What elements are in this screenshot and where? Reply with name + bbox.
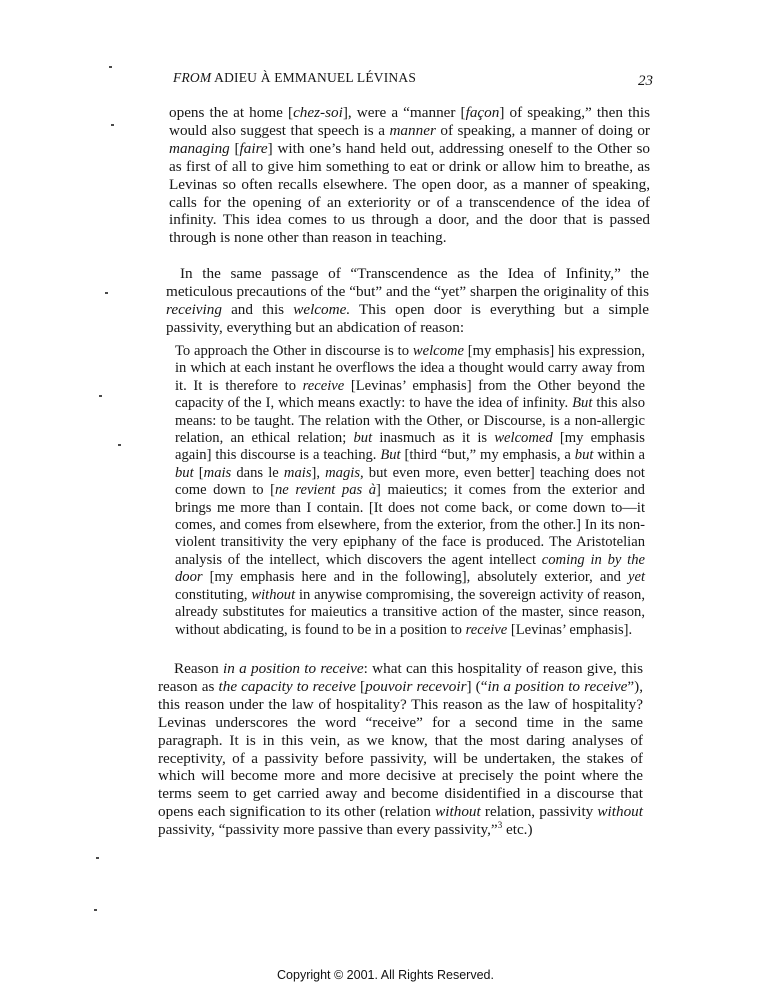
footnote-ref: 3 — [497, 820, 503, 831]
scan-speck — [94, 909, 97, 911]
paragraph-3: Reason in a position to receive: what can this hospitality of reason give, this reason as the capacity to receive [pouvoir recevoir] (“in a position to receive”), this reason under the law of hospitality? This reason as the law of hospitality? Levinas underscores the word “receive” for a second time in the same paragraph. It is in this vein, as we know, that the most daring analyses of receptivity, of a passivity before passivity, will be undertaken, the stakes of which will become more and more decisive at precisely the point where the terms seem to get carried away and become disidentified in a discourse that opens each signification to its other (relation without relation, passivity without passivity, “passivity more passive than every passivity,”$^3$ etc.) — [158, 660, 644, 839]
running-title — [173, 70, 416, 86]
paragraph-1: opens the at home [chez-soi], were a “manner [façon] of speaking,” then this would also suggest that speech is a manner of speaking, a manner of doing or managing [faire] with one’s hand held out, addressing oneself to the Other so as first of all to give him something to eat or drink or allow him to breathe, as Levinas so often recalls elsewhere. The open door, as a manner of speaking, calls for the opening of an exteriority or of a transcendence of the idea of infinity. This idea comes to us through a door, and the door that is passed through is none other than reason in teaching. — [169, 104, 650, 247]
scan-speck — [96, 857, 99, 859]
block-quote: To approach the Other in discourse is to welcome [my emphasis] his expression, in which at each instant he overflows the idea a thought would carry away from it. It is therefore to receive [Levinas’ emphasis] from the Other beyond the capacity of the I, which means exactly: to have the idea of infinity. But this also means: to be taught. The relation with the Other, or Discourse, is a non-allergic relation, an ethical relation; but inasmuch as it is welcomed [my emphasis again] this discourse is a teaching. But [third “but,” my emphasis, a but within a but [mais dans le mais], magis, but even more, even better] teaching does not come down to [ne revient pas à] maieutics; it comes from the exterior and brings me more than I contain. [It does not come back, or come down to—it comes, and comes from elsewhere, from the exterior, from the other.] In its non-violent transitivity the very epiphany of the face is produced. The Aristotelian analysis of the intellect, which discovers the agent intellect coming in by the door [my emphasis here and in the following], absolutely exterior, and yet constituting, without in anywise compromising, the sovereign activity of reason, already substitutes for maieutics a transitive action of the master, since reason, without abdicating, is found to be in a position to receive [Levinas’ emphasis]. — [175, 343, 646, 638]
copyright-footer: Copyright © 2001. All Rights Reserved. — [277, 968, 494, 982]
scan-speck — [111, 124, 114, 126]
scan-speck — [99, 395, 102, 397]
running-title-text: ADIEU À EMMANUEL LÉVINAS — [214, 70, 417, 85]
page-number: 23 — [638, 73, 653, 89]
scan-speck — [105, 292, 108, 294]
scan-speck — [118, 444, 121, 446]
scan-speck — [109, 66, 112, 68]
running-title-from: FROM — [173, 70, 212, 85]
running-header — [173, 70, 653, 94]
paragraph-2: In the same passage of “Transcendence as the Idea of Infinity,” the meticulous precautions of the “but” and the “yet” sharpen the originality of this receiving and this welcome. This open door is everything but a simple passivity, everything but an abdication of reason: — [166, 265, 649, 336]
